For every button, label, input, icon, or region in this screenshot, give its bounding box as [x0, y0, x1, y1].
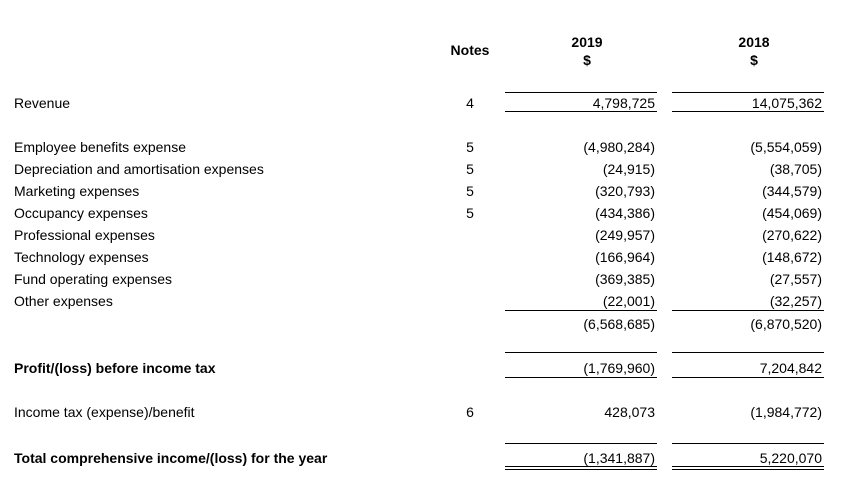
expense-note: 5: [466, 161, 474, 177]
revenue-label: Revenue: [14, 95, 71, 111]
expenses-2018-subtotal-rule: [672, 310, 824, 311]
notes-header: Notes: [450, 42, 490, 58]
expense-2019: (369,385): [595, 271, 655, 287]
expense-label: Technology expenses: [14, 249, 149, 265]
total-2019-double-rule-1: [505, 466, 657, 467]
expense-label: Depreciation and amortisation expenses: [14, 161, 264, 177]
income-tax-2019: 428,073: [604, 404, 655, 420]
expense-2019: (22,001): [602, 293, 655, 309]
profit-2019-bottom-rule: [505, 377, 657, 378]
expense-2019: (249,957): [595, 227, 655, 243]
expense-2019: (4,980,284): [583, 139, 655, 155]
expense-2018: (38,705): [769, 161, 822, 177]
income-tax-label: Income tax (expense)/benefit: [14, 404, 195, 420]
total-comprehensive-2018: 5,220,070: [759, 450, 822, 466]
profit-before-tax-2019: (1,769,960): [583, 360, 655, 376]
expense-note: 5: [466, 183, 474, 199]
revenue-2019: 4,798,725: [592, 95, 655, 111]
expense-2018: (32,257): [769, 293, 822, 309]
expense-2019: (434,386): [595, 205, 655, 221]
total-2018-top-rule: [672, 443, 824, 444]
expense-2019: (24,915): [602, 161, 655, 177]
expense-2018: (270,622): [762, 227, 822, 243]
profit-before-tax-label: Profit/(loss) before income tax: [14, 360, 216, 376]
year-2018-header: 2018: [738, 34, 770, 50]
expense-note: 5: [466, 205, 474, 221]
total-2019-double-rule-2: [505, 469, 657, 470]
expense-2018: (454,069): [762, 205, 822, 221]
total-comprehensive-2019: (1,341,887): [583, 450, 655, 466]
income-tax-note: 6: [466, 404, 474, 420]
currency-2019-header: $: [583, 52, 591, 68]
profit-2018-bottom-rule: [672, 377, 824, 378]
total-2018-double-rule-2: [672, 469, 824, 470]
revenue-2018-bottom-rule: [672, 111, 824, 112]
expense-label: Fund operating expenses: [14, 271, 172, 287]
expense-label: Professional expenses: [14, 227, 155, 243]
expense-2019: (320,793): [595, 183, 655, 199]
year-2019-header: 2019: [571, 34, 603, 50]
revenue-2018: 14,075,362: [751, 95, 822, 111]
income-tax-2018: (1,984,772): [750, 404, 822, 420]
expenses-total-2019: (6,568,685): [583, 316, 655, 332]
expense-2018: (148,672): [762, 249, 822, 265]
expense-2018: (344,579): [762, 183, 822, 199]
expense-note: 5: [466, 139, 474, 155]
total-comprehensive-label: Total comprehensive income/(loss) for the year: [14, 450, 328, 466]
revenue-2019-bottom-rule: [505, 111, 657, 112]
total-2019-top-rule: [505, 443, 657, 444]
profit-2018-top-rule: [672, 352, 824, 353]
expenses-total-2018: (6,870,520): [750, 316, 822, 332]
expense-label: Marketing expenses: [14, 183, 140, 199]
expense-label: Employee benefits expense: [14, 139, 186, 155]
revenue-2019-top-rule: [505, 92, 657, 93]
expense-2019: (166,964): [595, 249, 655, 265]
currency-2018-header: $: [750, 52, 758, 68]
expense-label: Occupancy expenses: [14, 205, 148, 221]
expense-label: Other expenses: [14, 293, 113, 309]
profit-before-tax-2018: 7,204,842: [759, 360, 822, 376]
revenue-note: 4: [466, 95, 474, 111]
expense-2018: (27,557): [769, 271, 822, 287]
revenue-2018-top-rule: [672, 92, 824, 93]
expense-2018: (5,554,059): [750, 139, 822, 155]
expenses-2019-subtotal-rule: [505, 310, 657, 311]
total-2018-double-rule-1: [672, 466, 824, 467]
profit-2019-top-rule: [505, 352, 657, 353]
